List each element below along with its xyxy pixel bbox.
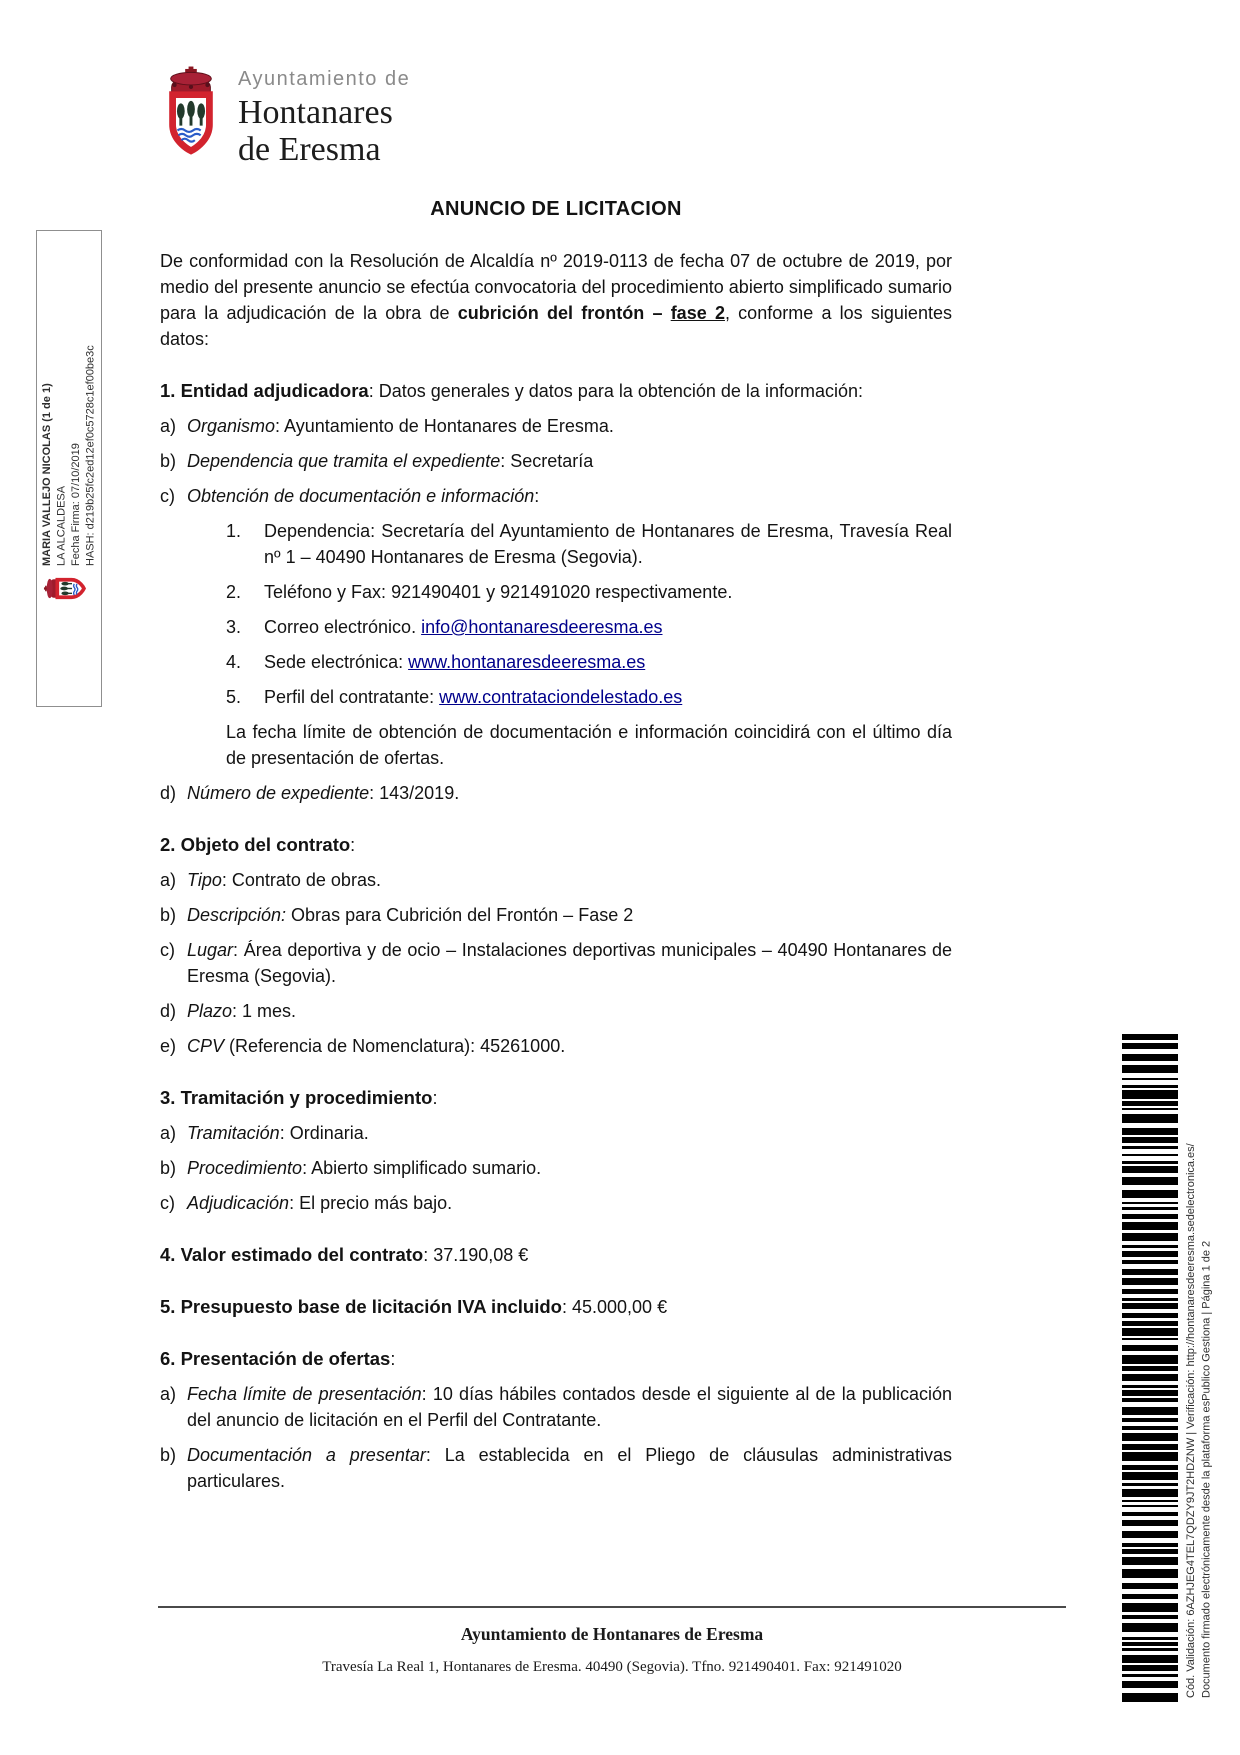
section-5-heading: 5. Presupuesto base de licitación IVA incluido: 45.000,00 € (160, 1296, 668, 1317)
item-label: Dependencia que tramita el expediente (187, 451, 501, 471)
item-marker: b) (160, 451, 177, 471)
item-marker: a) (160, 1384, 177, 1404)
item-text: : 1 mes. (232, 1001, 297, 1021)
website-link[interactable]: www.hontanaresdeeresma.es (408, 652, 646, 672)
item-text: : Ayuntamiento de Hontanares de Eresma. (275, 416, 614, 436)
estimated-value: : 37.190,08 € (423, 1245, 529, 1265)
item-marker: a) (160, 1123, 177, 1143)
sublist-item-3 (226, 614, 952, 640)
item-marker: d) (160, 783, 177, 803)
item-text: Obras para Cubrición del Frontón – Fase 2 (286, 905, 634, 925)
item-label: Lugar (187, 940, 234, 960)
item-text: : La establecida en el Pliego de cláusulas administrativas particulares. (187, 1445, 953, 1491)
intro-text: De conformidad con la Resolución de Alcaldía nº 2019-0113 de fecha 07 de octubre de 2019, por medio del presente anuncio se efectúa convocatoria del procedimiento abierto simplificado sumario para la adjudicación de la obra de (160, 251, 952, 323)
item-text: : Área deportiva y de ocio – Instalaciones deportivas municipales – 40490 Hontanares de Eresma (Segovia). (187, 940, 952, 986)
item-marker: a) (160, 416, 177, 436)
list-item-1d (160, 780, 952, 806)
item-text: : (534, 486, 540, 506)
item-text: : Abierto simplificado sumario. (302, 1158, 542, 1178)
signature-stamp-box (36, 230, 102, 707)
org-name-line1: Hontanares (238, 94, 393, 131)
page-title: ANUNCIO DE LICITACION (430, 198, 682, 220)
footer-org-name: Ayuntamiento de Hontanares de Eresma (460, 1624, 764, 1644)
item-text: : El precio más bajo. (289, 1193, 453, 1213)
municipal-coat-of-arms-icon (160, 65, 222, 170)
item-marker: e) (160, 1036, 177, 1056)
section-1-heading: 1. Entidad adjudicadora: Datos generales y datos para la obtención de la información: (160, 380, 863, 401)
document-body (160, 60, 952, 1503)
list-item-1a (160, 413, 952, 439)
list-item-2e (160, 1033, 952, 1059)
signer-name: MARIA VALLEJO NICOLAS (1 de 1) (41, 383, 53, 566)
list-item-2a (160, 867, 952, 893)
item-text: : 143/2019. (369, 783, 460, 803)
item-text: Perfil del contratante: (264, 687, 440, 707)
item-marker: 3. (226, 617, 242, 637)
item-label: Número de expediente (187, 783, 370, 803)
list-item-2c (160, 937, 952, 989)
item-label: Organismo (187, 416, 276, 436)
sublist-item-2 (226, 579, 952, 605)
contractor-profile-link[interactable]: www.contrataciondelestado.es (439, 687, 683, 707)
deadline-note: La fecha límite de obtención de documentación e información coincidirá con el último día de presentación de ofertas. (226, 722, 952, 768)
footer (158, 1606, 1066, 1676)
signature-hash: HASH: d219b25fc2ed12ef0c5728c1ef00be3c (84, 345, 97, 566)
item-text: : 10 días hábiles contados desde el siguiente al de la publicación del anuncio de licitación en el Perfil del Contratante. (187, 1384, 952, 1430)
municipal-coat-of-arms-small-icon (44, 574, 95, 604)
item-text: (Referencia de Nomenclatura): 45261000. (224, 1036, 566, 1056)
item-label: Procedimiento (187, 1158, 303, 1178)
item-marker: c) (160, 940, 175, 960)
item-text: : Ordinaria. (279, 1123, 369, 1143)
intro-bold-underline: fase 2 (670, 303, 725, 323)
section-3-heading: 3. Tramitación y procedimiento: (160, 1087, 438, 1108)
item-label: Fecha límite de presentación (187, 1384, 422, 1404)
header-org-name (238, 66, 410, 168)
org-name-line2: de Eresma (238, 131, 381, 168)
item-label: Adjudicación (187, 1193, 290, 1213)
item-text: : Secretaría (500, 451, 594, 471)
item-label: Descripción: (187, 905, 287, 925)
item-marker: b) (160, 1158, 177, 1178)
sublist-item-4 (226, 649, 952, 675)
item-label: Documentación a presentar (187, 1445, 426, 1465)
list-item-2d (160, 998, 952, 1024)
item-label: Obtención de documentación e información (187, 486, 535, 506)
item-marker: c) (160, 1193, 175, 1213)
header (160, 60, 952, 174)
list-item-6a (160, 1381, 952, 1433)
list-item-1c (160, 483, 952, 509)
sublist-item-5 (226, 684, 952, 710)
item-text: Dependencia: Secretaría del Ayuntamiento de Hontanares de Eresma, Travesía Real nº 1 – 40490 Hontanares de Eresma (Segovia). (264, 521, 952, 567)
barcode (1122, 1034, 1178, 1694)
item-text: Sede electrónica: (264, 652, 409, 672)
item-label: Tipo (187, 870, 222, 890)
signature-date: Fecha Firma: 07/10/2019 (70, 443, 82, 566)
item-label: Plazo (187, 1001, 233, 1021)
footer-address: Travesía La Real 1, Hontanares de Eresma. 40490 (Segovia). Tfno. 921490401. Fax: 921491020 (322, 1659, 902, 1675)
sublist-item-1 (226, 518, 952, 570)
validation-strip (1122, 1022, 1232, 1698)
intro-text-end: , conforme a los siguientes datos: (160, 303, 952, 349)
section-6-heading: 6. Presentación de ofertas: (160, 1348, 396, 1369)
section-4-heading: 4. Valor estimado del contrato: 37.190,08 € (160, 1244, 529, 1265)
intro-paragraph (160, 248, 952, 352)
item-text: : Contrato de obras. (221, 870, 381, 890)
sublist (226, 518, 952, 710)
item-marker: 4. (226, 652, 242, 672)
footer-divider (158, 1606, 1066, 1608)
item-marker: c) (160, 486, 175, 506)
validation-platform-line: Documento firmado electrónicamente desde la plataforma esPublico Gestiona | Página 1 de 2 (1200, 1240, 1213, 1698)
item-label: CPV (187, 1036, 225, 1056)
email-link[interactable]: info@hontanaresdeeresma.es (421, 617, 663, 637)
validation-text (1184, 1026, 1215, 1698)
intro-bold: cubrición del frontón – (457, 303, 671, 323)
signature-stamp-text (40, 234, 98, 566)
item-marker: a) (160, 870, 177, 890)
item-label: Tramitación (187, 1123, 280, 1143)
item-marker: d) (160, 1001, 177, 1021)
list-item-3a (160, 1120, 952, 1146)
item-marker: 5. (226, 687, 242, 707)
org-small-label: Ayuntamiento de (238, 68, 411, 90)
item-marker: b) (160, 905, 177, 925)
list-item-3c (160, 1190, 952, 1216)
section-2-heading: 2. Objeto del contrato: (160, 834, 356, 855)
validation-code-line: Cód. Validación: 6AZHJEG4TEL7QDZY9JT2HDZNW | Verificación: http://hontanaresdeeresma.sedelectronica.es/ (1185, 1143, 1197, 1698)
item-text: Correo electrónico. (264, 617, 422, 637)
item-marker: 2. (226, 582, 242, 602)
item-marker: 1. (226, 521, 242, 541)
item-text: Teléfono y Fax: 921490401 y 921491020 respectivamente. (264, 582, 733, 602)
list-item-3b (160, 1155, 952, 1181)
list-item-6b (160, 1442, 952, 1494)
item-marker: b) (160, 1445, 177, 1465)
list-item-1b (160, 448, 952, 474)
list-item-2b (160, 902, 952, 928)
base-budget-value: : 45.000,00 € (561, 1297, 668, 1317)
signer-role: LA ALCALDESA (55, 485, 68, 566)
